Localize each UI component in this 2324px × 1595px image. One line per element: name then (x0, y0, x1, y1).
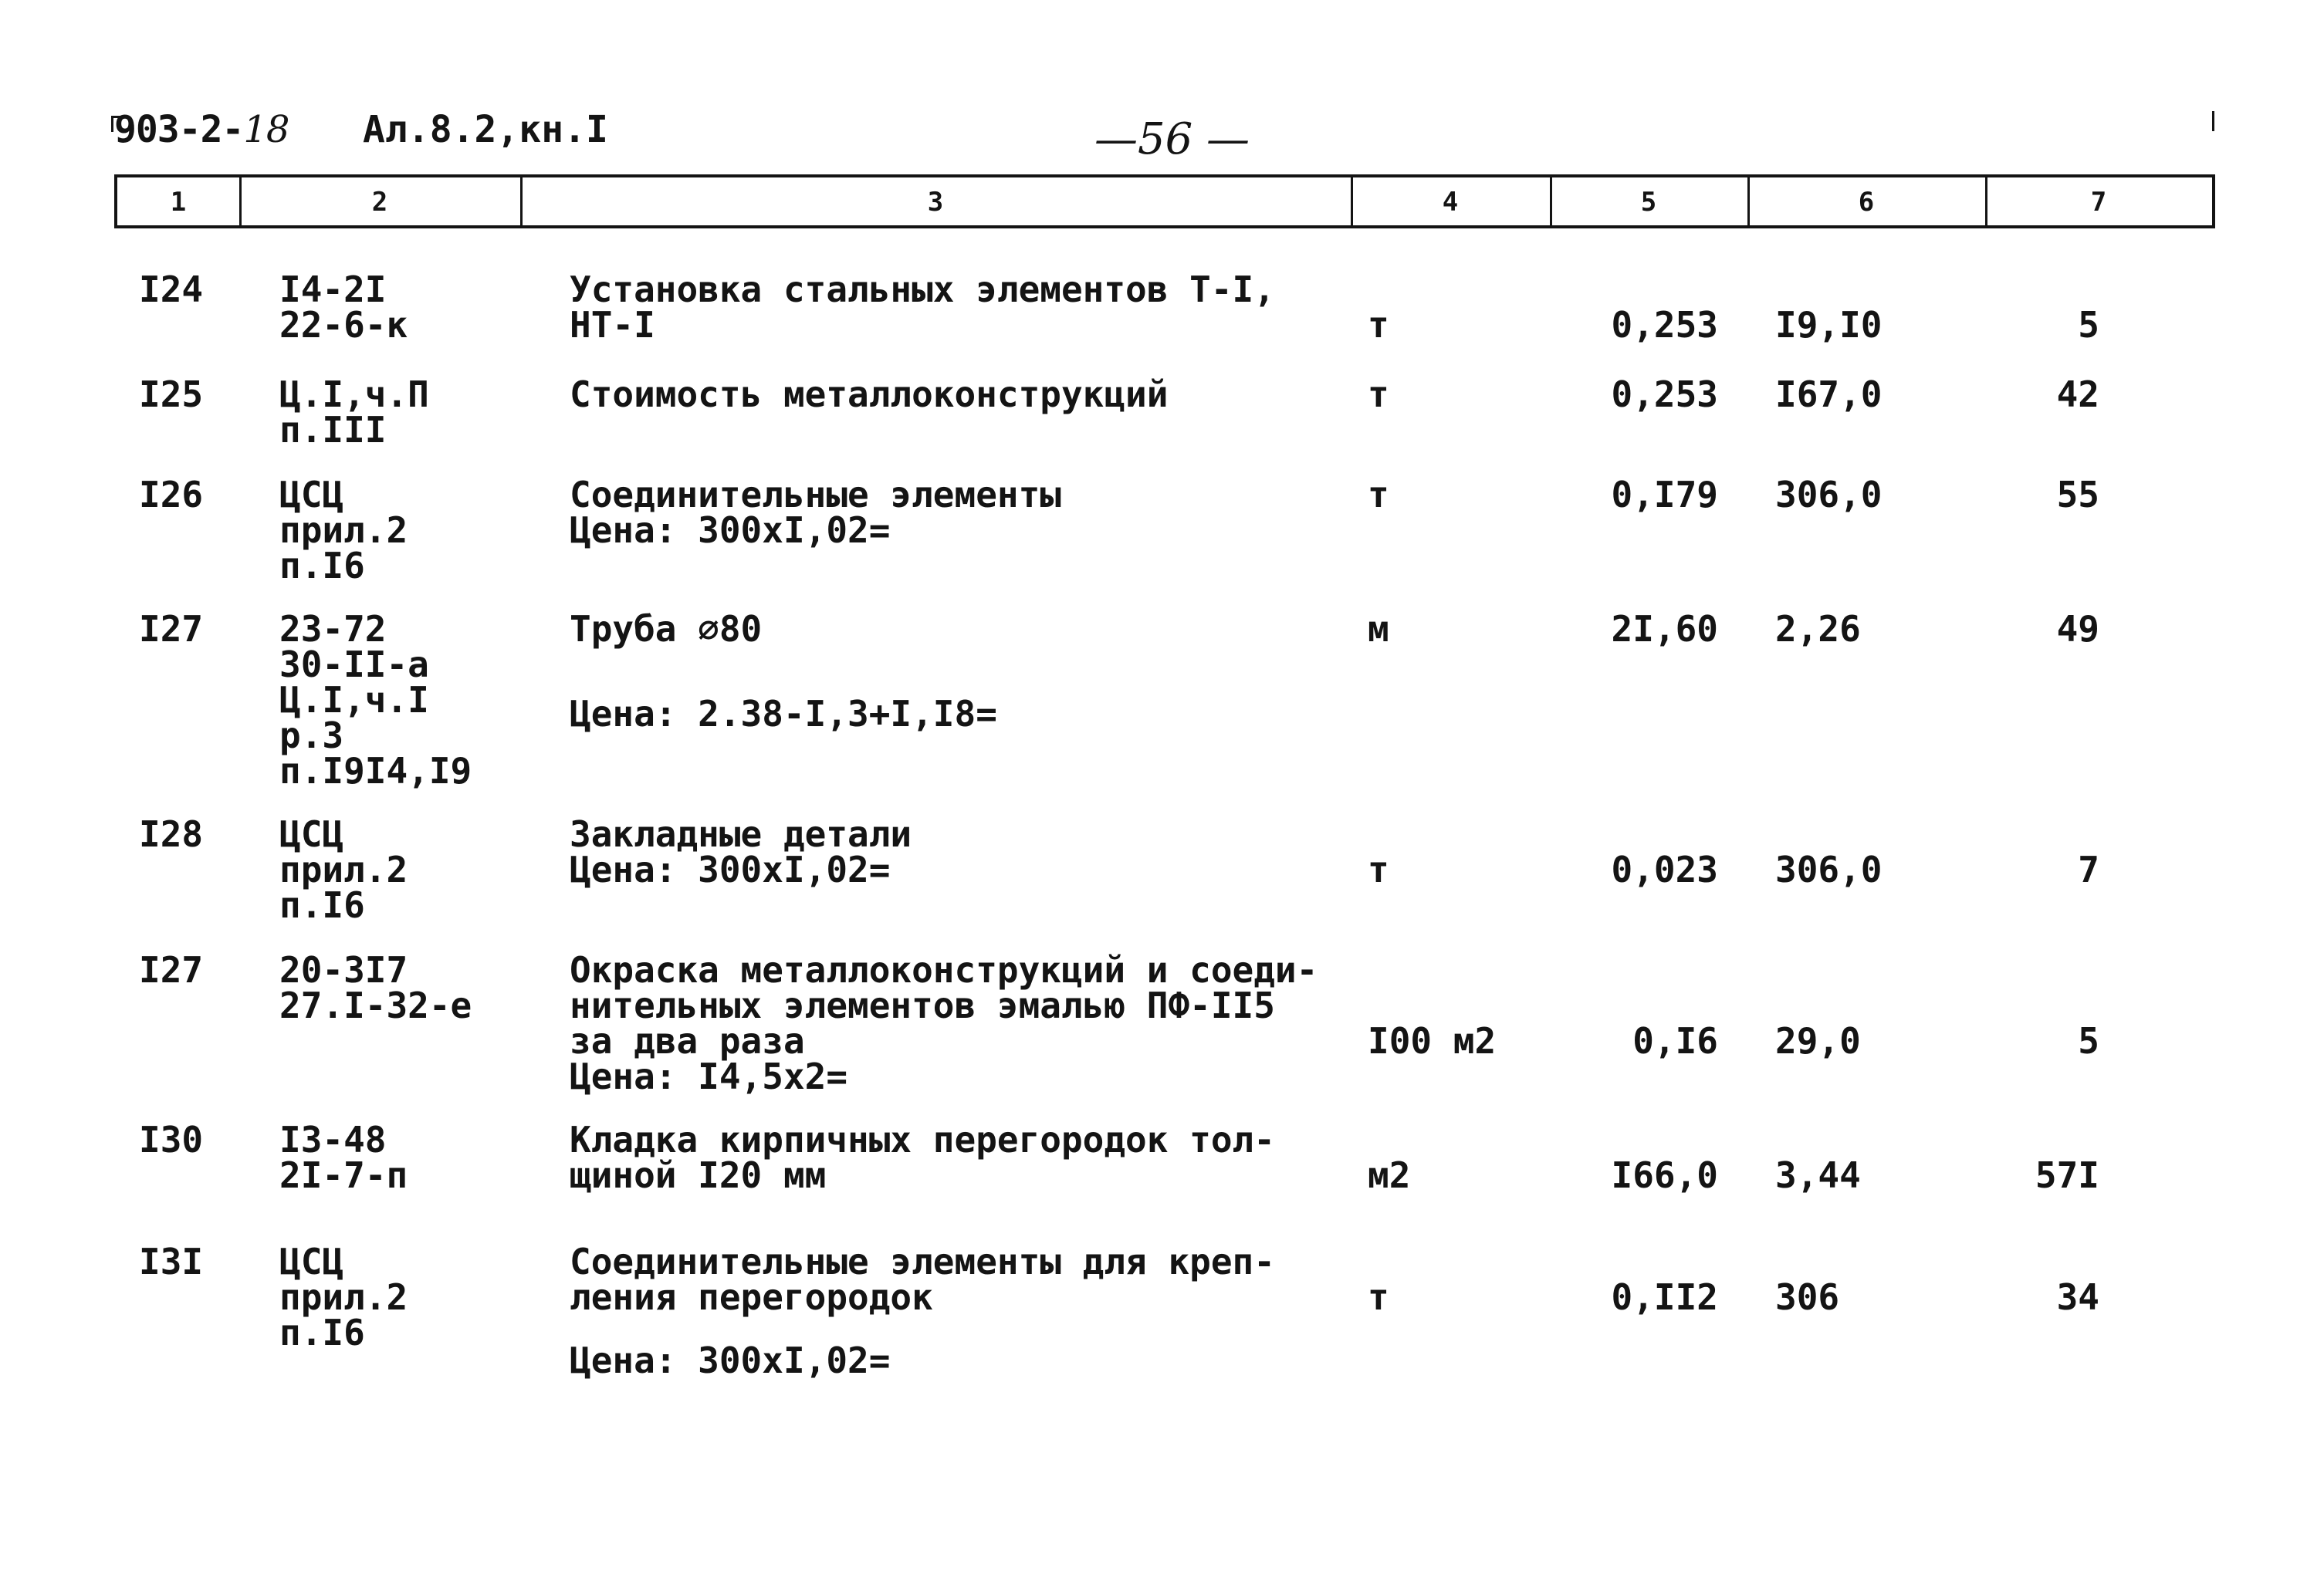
page-number: —56 — (1094, 114, 1250, 164)
total-cost: 34 (2056, 1276, 2099, 1318)
column-number-3: 3 (927, 187, 944, 218)
unit: т (1368, 373, 1389, 415)
total-cost: 5 (2078, 304, 2099, 346)
norm-code: ЦСЦ прил.2 п.I6 (279, 813, 408, 926)
row-number: I27 (139, 608, 204, 650)
quantity: 0,II2 (1611, 1276, 1718, 1318)
quantity: 0,253 (1611, 304, 1718, 346)
unit: т (1368, 1276, 1389, 1318)
row-number: I3I (139, 1241, 204, 1282)
work-description: Соединительные элементы для креп- ления перегородок (570, 1241, 1275, 1318)
row-number: I28 (139, 813, 204, 855)
price-formula: Цена: 2.38-I,3+I,I8= (570, 693, 997, 735)
document-reference: Ал.8.2,кн.I (363, 108, 608, 151)
norm-code: 23-72 30-II-а Ц.I,ч.I р.3 п.I9I4,I9 (279, 608, 472, 792)
unit: т (1368, 849, 1389, 890)
total-cost: 42 (2056, 373, 2099, 415)
total-cost: 55 (2056, 474, 2099, 515)
unit: т (1368, 474, 1389, 515)
norm-code: 20-3I7 27.I-32-е (279, 949, 472, 1026)
norm-code: ЦСЦ прил.2 п.I6 (279, 474, 408, 586)
unit-rate: 29,0 (1775, 1020, 1861, 1062)
unit-rate: I9,I0 (1775, 304, 1883, 346)
unit-rate: 306,0 (1775, 849, 1883, 890)
norm-code: I4-2I 22-6-к (279, 269, 408, 346)
total-cost: 49 (2056, 608, 2099, 650)
work-description: Установка стальных элементов Т-I, НТ-I (570, 269, 1275, 346)
total-cost: 5 (2078, 1020, 2099, 1062)
column-number-4: 4 (1442, 187, 1459, 218)
norm-code: Ц.I,ч.П п.III (279, 373, 429, 451)
column-number-5: 5 (1640, 187, 1657, 218)
work-description: Закладные детали Цена: 300хI,02= (570, 813, 912, 890)
work-description: Стоимость металлоконструкций (570, 373, 1169, 415)
document-code: 903-2-18 (114, 108, 289, 151)
unit-rate: 2,26 (1775, 608, 1861, 650)
quantity: 2I,60 (1611, 608, 1718, 650)
quantity: 0,253 (1611, 373, 1718, 415)
column-number-1: 1 (170, 187, 187, 218)
unit: I00 м2 (1368, 1020, 1497, 1062)
row-number: I24 (139, 269, 204, 310)
unit-rate: I67,0 (1775, 373, 1883, 415)
total-cost: 7 (2078, 849, 2099, 890)
unit-rate: 306,0 (1775, 474, 1883, 515)
row-number: I30 (139, 1119, 204, 1161)
column-header-strip (114, 174, 2215, 228)
unit: т (1368, 304, 1389, 346)
column-number-7: 7 (2090, 187, 2107, 218)
work-description: Соединительные элементы Цена: 300хI,02= (570, 474, 1061, 551)
unit-rate: 3,44 (1775, 1154, 1861, 1196)
row-number: I25 (139, 373, 204, 415)
work-description: Кладка кирпичных перегородок тол- щиной I20 мм (570, 1119, 1275, 1196)
quantity: 0,I79 (1611, 474, 1718, 515)
unit: м2 (1368, 1154, 1411, 1196)
total-cost: 57I (2035, 1154, 2099, 1196)
norm-code: ЦСЦ прил.2 п.I6 (279, 1241, 408, 1353)
price-formula: Цена: 300хI,02= (570, 1340, 891, 1381)
work-description: Окраска металлоконструкций и соеди- нительных элементов эмалью ПФ-II5 за два раза Цена: I4,5х2= (570, 949, 1318, 1097)
quantity: 0,I6 (1632, 1020, 1718, 1062)
column-number-6: 6 (1858, 187, 1875, 218)
quantity: I66,0 (1611, 1154, 1718, 1196)
column-number-2: 2 (371, 187, 388, 218)
quantity: 0,023 (1611, 849, 1718, 890)
unit-rate: 306 (1775, 1276, 1840, 1318)
work-description: Труба ∅80 (570, 608, 763, 650)
unit: м (1368, 608, 1389, 650)
row-number: I26 (139, 474, 204, 515)
row-number: I27 (139, 949, 204, 991)
handwritten-code: 18 (243, 108, 289, 151)
edge-tick-mark (2212, 111, 2214, 131)
norm-code: I3-48 2I-7-п (279, 1119, 408, 1196)
